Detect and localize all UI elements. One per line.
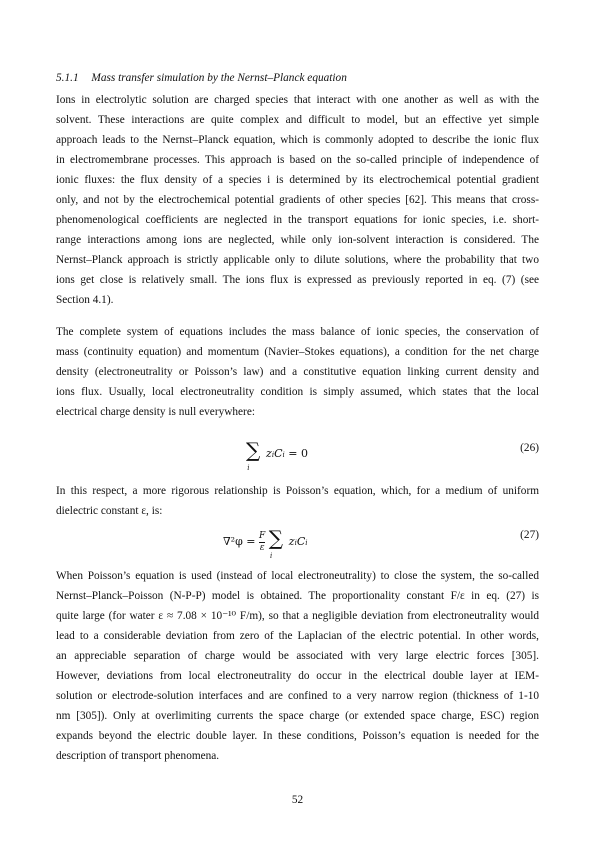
equation-26: $\sum_i$ ziCi = 0 (26): [246, 438, 539, 473]
section-title: Mass transfer simulation by the Nernst–Planck equation: [91, 72, 347, 84]
text-line: range interactions among ions are neglected, while only ion-solvent interaction is considered. The: [56, 234, 539, 246]
paragraph-3: [56, 481, 539, 521]
equation-26-rhs: = 0: [288, 447, 308, 460]
text-line: expands beyond the electric double layer. In these conditions, Poisson’s equation is needed for the: [56, 730, 539, 742]
text-line: ionic fluxes: the flux density of a species i is determined by its electrochemical potential gradient: [56, 174, 539, 186]
text-line: ions get close is relatively small. The ions flux is expressed as previously reported in eq. (7) (see: [56, 274, 539, 286]
text-line: However, deviations from local electroneutrality do occur in the electrical double layer at IEM-: [56, 670, 539, 682]
text-line: ions flux. Usually, local electroneutrality condition is simply assumed, which states that the local: [56, 386, 539, 398]
text-line: phenomenological coefficients are neglected in the transport equations for ionic species, i.e. short-: [56, 214, 539, 226]
text-line: only, and not by the electrochemical potential gradients of other species [62]. This means that cross-: [56, 194, 539, 206]
text-line: lead to a considerable deviation from zero of the Laplacian of the electric potential. In other words,: [56, 630, 539, 642]
section-number: 5.1.1: [56, 72, 79, 84]
text-line: an appreciable separation of charge would be associated with very large electric forces [305].: [56, 650, 539, 662]
paragraph-2: [56, 322, 539, 422]
equation-27: $\nabla^2\varphi = \frac{F}{\varepsilon}$ $\sum_i$ ziCi (27): [223, 526, 539, 561]
text-line: Nernst–Planck approach is strictly applicable only to dilute solutions, where the probability that two: [56, 254, 539, 266]
text-line: The complete system of equations includes the mass balance of ionic species, the conservation of: [56, 326, 539, 338]
text-line: In this respect, a more rigorous relationship is Poisson’s equation, which, for a medium of uniform: [56, 485, 539, 497]
equation-26-label: (26): [520, 442, 539, 454]
text-line: dielectric constant ε, is:: [56, 505, 163, 517]
paragraph-1: [56, 90, 539, 310]
text-line: description of transport phenomena.: [56, 750, 220, 762]
text-line: Ions in electrolytic solution are charged species that interact with one another as well as with the: [56, 94, 539, 106]
text-line: mass (continuity equation) and momentum (Navier–Stokes equations), a condition for the net charge: [56, 346, 539, 358]
text-line: Nernst–Planck–Poisson (N-P-P) model is obtained. The proportionality constant F/ε in eq. (27) is: [56, 590, 539, 602]
page-number: 52: [291, 794, 304, 806]
section-heading: [56, 72, 347, 84]
text-line: quite large (for water ε ≈ 7.08 × 10⁻¹⁰ F/m), so that a negligible deviation from electroneutrality would: [56, 610, 539, 622]
text-line: solution or electrode-solution interfaces and are confined to a very narrow region (thickness of 1-10: [56, 690, 539, 702]
text-line: approach leads to the Nernst–Planck equation, which is commonly adopted to describe the ionic flux: [56, 134, 539, 146]
text-line: density (electroneutrality or Poisson’s law) and a constitutive equation linking current density and: [56, 366, 539, 378]
text-line: Section 4.1).: [56, 294, 114, 306]
text-line: electrical charge density is null everywhere:: [56, 406, 255, 418]
equation-27-lhs: ∇²φ =: [223, 535, 256, 548]
text-line: in electromembrane processes. This approach is based on the so-called principle of independence of: [56, 154, 539, 166]
text-line: nm [305]). Only at overlimiting currents the space charge (or extended space charge, ESC) region: [56, 710, 539, 722]
equation-27-label: (27): [520, 529, 539, 541]
text-line: When Poisson’s equation is used (instead of local electroneutrality) to close the system, the so-called: [56, 570, 539, 582]
text-line: solvent. These interactions are quite complex and difficult to model, but an effective yet simple: [56, 114, 539, 126]
paragraph-4: [56, 566, 539, 766]
